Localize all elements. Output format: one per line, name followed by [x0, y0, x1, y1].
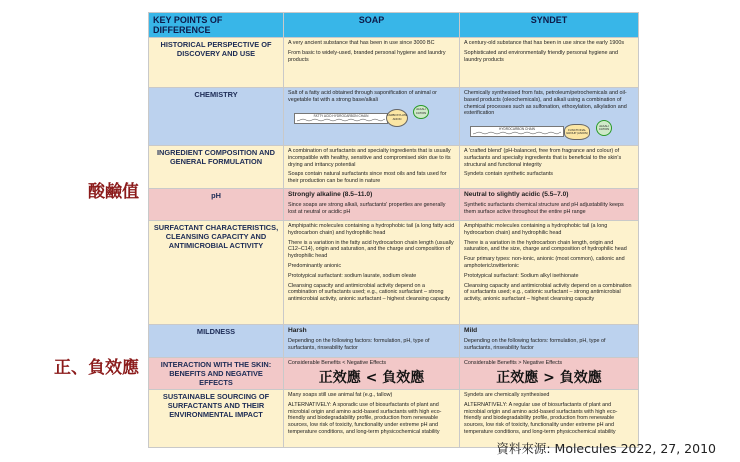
comparison-table [148, 12, 639, 448]
cell-text: Since soaps are strong alkali, surfactants' properties are generally lost at neutral or acidic pH [288, 202, 446, 215]
cell-text: Salt of a fatty acid obtained through saponification of animal or vegetable fat with a strong base/alkali [288, 90, 437, 103]
cell-text: Sophisticated and environmentally friendly personal hygiene and laundry products [464, 49, 619, 63]
cell-text: Depending on the following factors: formulation, pH, type of surfactants, rinseability factor [288, 338, 430, 351]
carboxylate-anion: CARBOXYLATE ANION [386, 109, 408, 127]
cell-text: A 'crafted blend' (pH-balanced, free from fragrance and colour) of surfactants and specialty ingredients that is beneficial to the skin's structural and functional integrity [464, 148, 622, 168]
soap-cell [284, 38, 460, 88]
row-surfactant [149, 221, 639, 325]
cell-text: A very ancient substance that has been in use since 3000 BC [288, 40, 435, 46]
syndet-cell [460, 38, 639, 88]
cell-text: A century-old substance that has been in use since the early 1900s [464, 40, 625, 46]
hydrocarbon-chain [470, 126, 564, 137]
syndet-cell [460, 189, 639, 221]
soap-cell [284, 325, 460, 358]
cell-text: Chemically synthesised from fats, petroleum/petrochemicals and oil-based products (oleochemicals), and alkali using a combination of chemical processes such as sulfonation, ethoxylation, alkylation and esterification [464, 90, 627, 117]
cell-text: Amphipathic molecules containing a hydrophobic tail (a long fatty acid hydrocarbon chain) and hydrophilic head [288, 223, 455, 236]
row-label: pH [149, 189, 284, 221]
row-history [149, 38, 639, 88]
functional-group: FUNCTIONAL GROUP (ANION) [564, 124, 590, 140]
cell-text: Prototypical surfactant: Sodium alkyl isethionate [464, 272, 579, 279]
cell-text: Syndets contain synthetic surfactants [464, 171, 553, 178]
source-citation: 資料來源: Molecules 2022, 27, 2010 [496, 441, 716, 456]
row-label: INGREDIENT COMPOSITION AND GENERAL FORMULATION [149, 146, 284, 189]
cell-text: ALTERNATIVELY: A sporadic use of biosurfactants of plant and microbial origin and amino acid-based surfactants with high eco-friendly and biodegradability profile, production from renewable sources, low risk of toxicity, functionality under extreme pH and temperature conditions, and long-term physicochemical stability [288, 401, 442, 435]
chain-label: FATTY ACID HYDROCARBON CHAIN [313, 113, 369, 118]
row-label: SUSTAINABLE SOURCING OF SURFACTANTS AND THEIR ENVIRONMENTAL IMPACT [149, 390, 284, 448]
cell-text: Amphipathic molecules containing a hydrophobic tail (a long hydrocarbon chain) and hydrophilic head [464, 223, 608, 236]
cell-text: Cleansing capacity and antimicrobial activity depend on a combination of surfactants used; e.g., cationic surfactant – strong antimicrobial activity, anionic surfactant – highest cleansing capacity [464, 282, 632, 303]
soap-cell [284, 88, 460, 146]
header-row [149, 13, 639, 38]
soap-cell [284, 390, 460, 448]
cell-text: A combination of surfactants and specialty ingredients that is usually incompatible with healthy, sensitive and compromised skin due to its drying and irritancy potential [288, 148, 451, 168]
syndet-cell [460, 358, 639, 390]
cell-text: Many soaps still use animal fat (e.g., tallow) [288, 392, 393, 398]
cell-text: Cleansing capacity and antimicrobial activity depend on a combination of surfactants used; e.g., cationic surfactant – strong antimicrobial activity, anionic surfactant – highest cleansing capacity [288, 282, 451, 303]
row-label: MILDNESS [149, 325, 284, 358]
fatty-acid-chain [294, 113, 388, 124]
cell-main: Harsh [288, 327, 307, 334]
cell-text: There is a variation in the fatty acid hydrocarbon chain length (usually C12–C14), origin and saturation, and the charge and composition of hydrophilic head [288, 239, 454, 260]
row-label: CHEMISTRY [149, 88, 284, 146]
cell-main: Strongly alkaline (8.5–11.0) [288, 191, 373, 198]
cell-text: Considerable Benefits < Negative Effects [288, 360, 387, 366]
syndet-cell [460, 146, 639, 189]
row-ph [149, 189, 639, 221]
side-label-interaction: 正、負效應 [54, 358, 139, 378]
alkali-cation: ALKALI CATION [413, 105, 429, 119]
header-points: KEY POINTS OF DIFFERENCE [149, 13, 284, 38]
header-syndet: SYNDET [460, 13, 639, 38]
row-mildness [149, 325, 639, 358]
row-label: SURFACTANT CHARACTERISTICS, CLEANSING CAPACITY AND ANTIMICROBIAL ACTIVITY [149, 221, 284, 325]
cell-main: Neutral to slightly acidic (5.5–7.0) [464, 191, 569, 198]
row-label: HISTORICAL PERSPECTIVE OF DISCOVERY AND USE [149, 38, 284, 88]
cell-text: Four primary types: non-ionic, anionic (most common), cationic and amphoteric/zwitterionic [464, 256, 625, 269]
cell-text: Synthetic surfactants chemical structure and pH adjustability keeps them surface active throughout the entire pH range [464, 202, 624, 215]
syndet-cell [460, 88, 639, 146]
syndet-molecule-diagram [464, 120, 634, 140]
cell-text: From basic to widely-used, branded personal hygiene and laundry products [288, 49, 446, 63]
cell-text: Predominantly anionic [288, 262, 342, 269]
syndet-cell [460, 221, 639, 325]
row-interaction [149, 358, 639, 390]
chain-label: HYDROCARBON CHAIN [499, 127, 535, 132]
row-chemistry [149, 88, 639, 146]
soap-cell [284, 221, 460, 325]
row-label: INTERACTION WITH THE SKIN: BENEFITS AND NEGATIVE EFFECTS [149, 358, 284, 390]
syndet-cell [460, 325, 639, 358]
syndet-benefit-summary: 正效應 > 負效應 [496, 369, 602, 386]
soap-molecule-diagram [288, 107, 455, 127]
cell-text: Depending on the following factors: formulation, pH, type of surfactants, rinseability factor [464, 338, 606, 351]
cell-text: Considerable Benefits > Negative Effects [464, 360, 563, 366]
soap-cell [284, 189, 460, 221]
cell-text: Soaps contain natural surfactants since most oils and fats used for their production can be found in nature [288, 171, 447, 185]
soap-benefit-summary: 正效應 < 負效應 [318, 369, 425, 386]
cell-text: ALTERNATIVELY: A regular use of biosurfactants of plant and microbial origin and amino acid-based surfactants with high eco-friendly and biodegradability profile, production from renewable sources, low risk of toxicity, functionality under extreme pH and temperature conditions, and long-term physicochemical stability [464, 401, 618, 435]
cell-main: Mild [464, 327, 478, 334]
cell-text: There is a variation in the hydrocarbon chain length, origin and saturation, and the size, charge and composition of hydrophilic head [464, 239, 627, 253]
soap-cell [284, 146, 460, 189]
cell-text: Prototypical surfactant: sodium laurate, sodium oleate [288, 272, 417, 279]
alkali-cation: ALKALI CATION [596, 120, 612, 136]
soap-cell [284, 358, 460, 390]
cell-text: Syndets are chemically synthesised [464, 392, 550, 398]
row-ingredient [149, 146, 639, 189]
header-soap: SOAP [284, 13, 460, 38]
side-label-ph: 酸鹼值 [88, 182, 139, 202]
